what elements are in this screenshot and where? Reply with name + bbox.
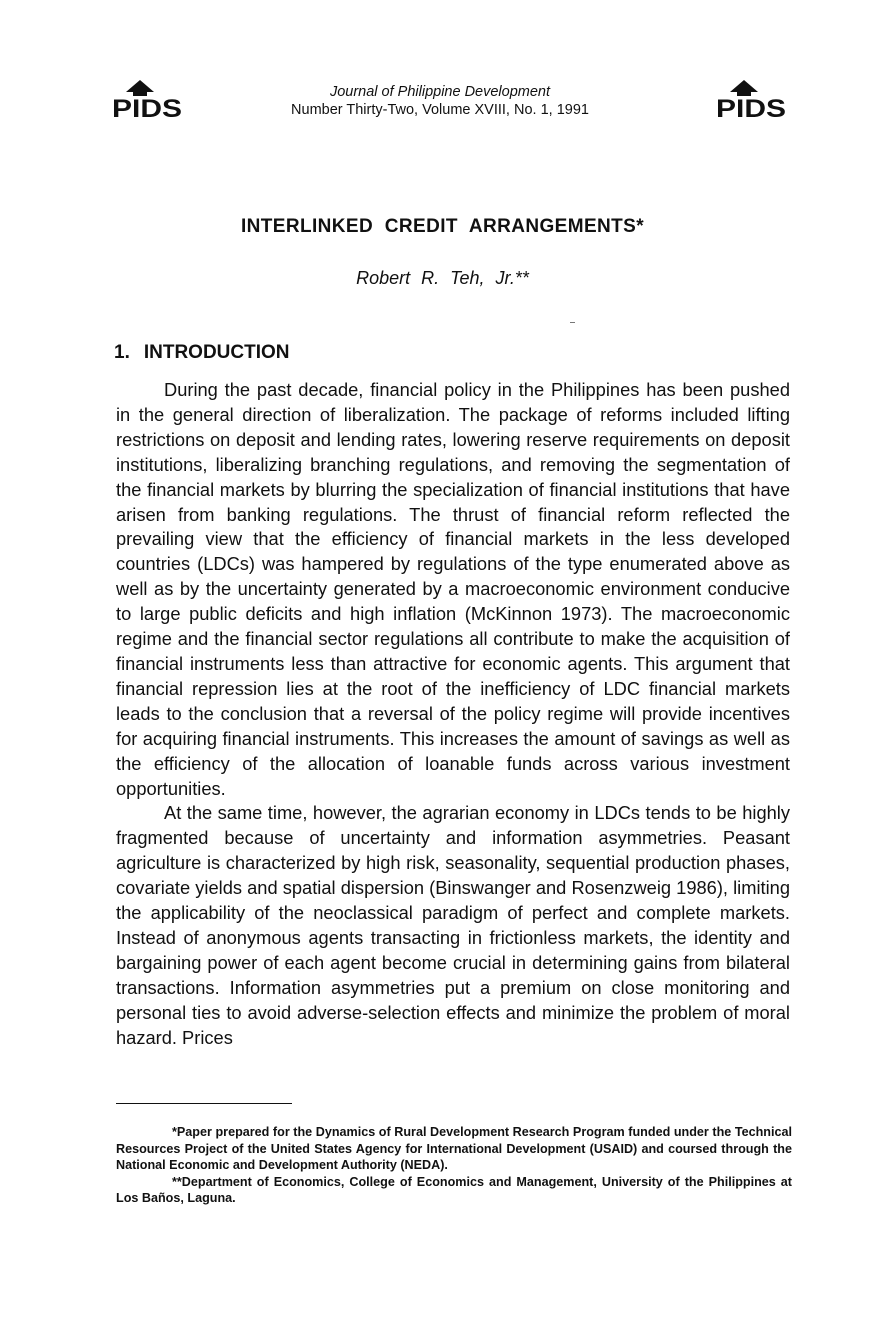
journal-header	[230, 83, 650, 119]
paragraph: During the past decade, financial policy in the Philippines has been pushed in the general direction of liberalization. The package of reforms included lifting restrictions on deposit and lending rates, lowering reserve requirements on deposit institutions, liberalizing branching regulations, and removing the segmentation of the financial markets by blurring the specialization of financial institutions that have arisen from banking regulations. The thrust of financial reform reflected the prevailing view that the efficiency of financial markets in the less developed countries (LDCs) was hampered by regulations of the type enumerated above as well as by the uncertainty generated by a macroeconomic environment conducive to large public deficits and high inflation (McKinnon 1973). The macroeconomic regime and the financial sector regulations all contribute to make the acquisition of financial instruments less than attractive for economic agents. This argument that financial repression lies at the root of the inefficiency of LDC financial markets leads to the conclusion that a reversal of the policy regime will provide incentives for acquiring financial instruments. This increases the amount of savings as well as the efficiency of the allocation of loanable funds across various investment opportunities.	[116, 379, 790, 799]
section-number: 1.	[114, 342, 130, 363]
footnote-divider	[116, 1103, 292, 1104]
svg-text:PIDS: PIDS	[112, 95, 182, 122]
paragraph: At the same time, however, the agrarian economy in LDCs tends to be highly fragmented because of uncertainty and information asymmetries. Peasant agriculture is characterized by high risk, seasonality, sequential production phases, covariate yields and spatial dispersion (Binswanger and Rosenzweig 1986), limiting the applicability of the neoclassical paradigm of perfect and complete markets. Instead of anonymous agents transacting in frictionless markets, the identity and bargaining power of each agent become crucial in determining gains from bilateral transactions. Information asymmetries put a premium on close monitoring and personal ties to avoid adverse-selection effects and minimize the problem of moral hazard. Prices	[116, 802, 790, 1048]
footnote: **Department of Economics, College of Economics and Management, University of the Philippines at Los Baños, Laguna.	[116, 1174, 792, 1205]
pids-logo-left	[110, 78, 184, 122]
footnotes	[116, 1124, 792, 1207]
footnote: *Paper prepared for the Dynamics of Rural Development Research Program funded under the Technical Resources Project of the United States Agency for International Development (USAID) and coursed through the National Economic and Development Authority (NEDA).	[116, 1125, 792, 1172]
stray-mark	[570, 322, 575, 323]
journal-issue: Number Thirty-Two, Volume XVIII, No. 1, 1991	[291, 102, 589, 118]
journal-name: Journal of Philippine Development	[329, 84, 551, 100]
svg-text:PIDS: PIDS	[716, 95, 786, 122]
body-text	[116, 378, 790, 1050]
section-heading	[114, 342, 290, 364]
pids-logo-right	[714, 78, 788, 122]
paper-title: INTERLINKED CREDIT ARRANGEMENTS*	[240, 216, 645, 237]
section-title: INTRODUCTION	[143, 342, 290, 363]
paper-author: Robert R. Teh, Jr.**	[356, 268, 529, 288]
